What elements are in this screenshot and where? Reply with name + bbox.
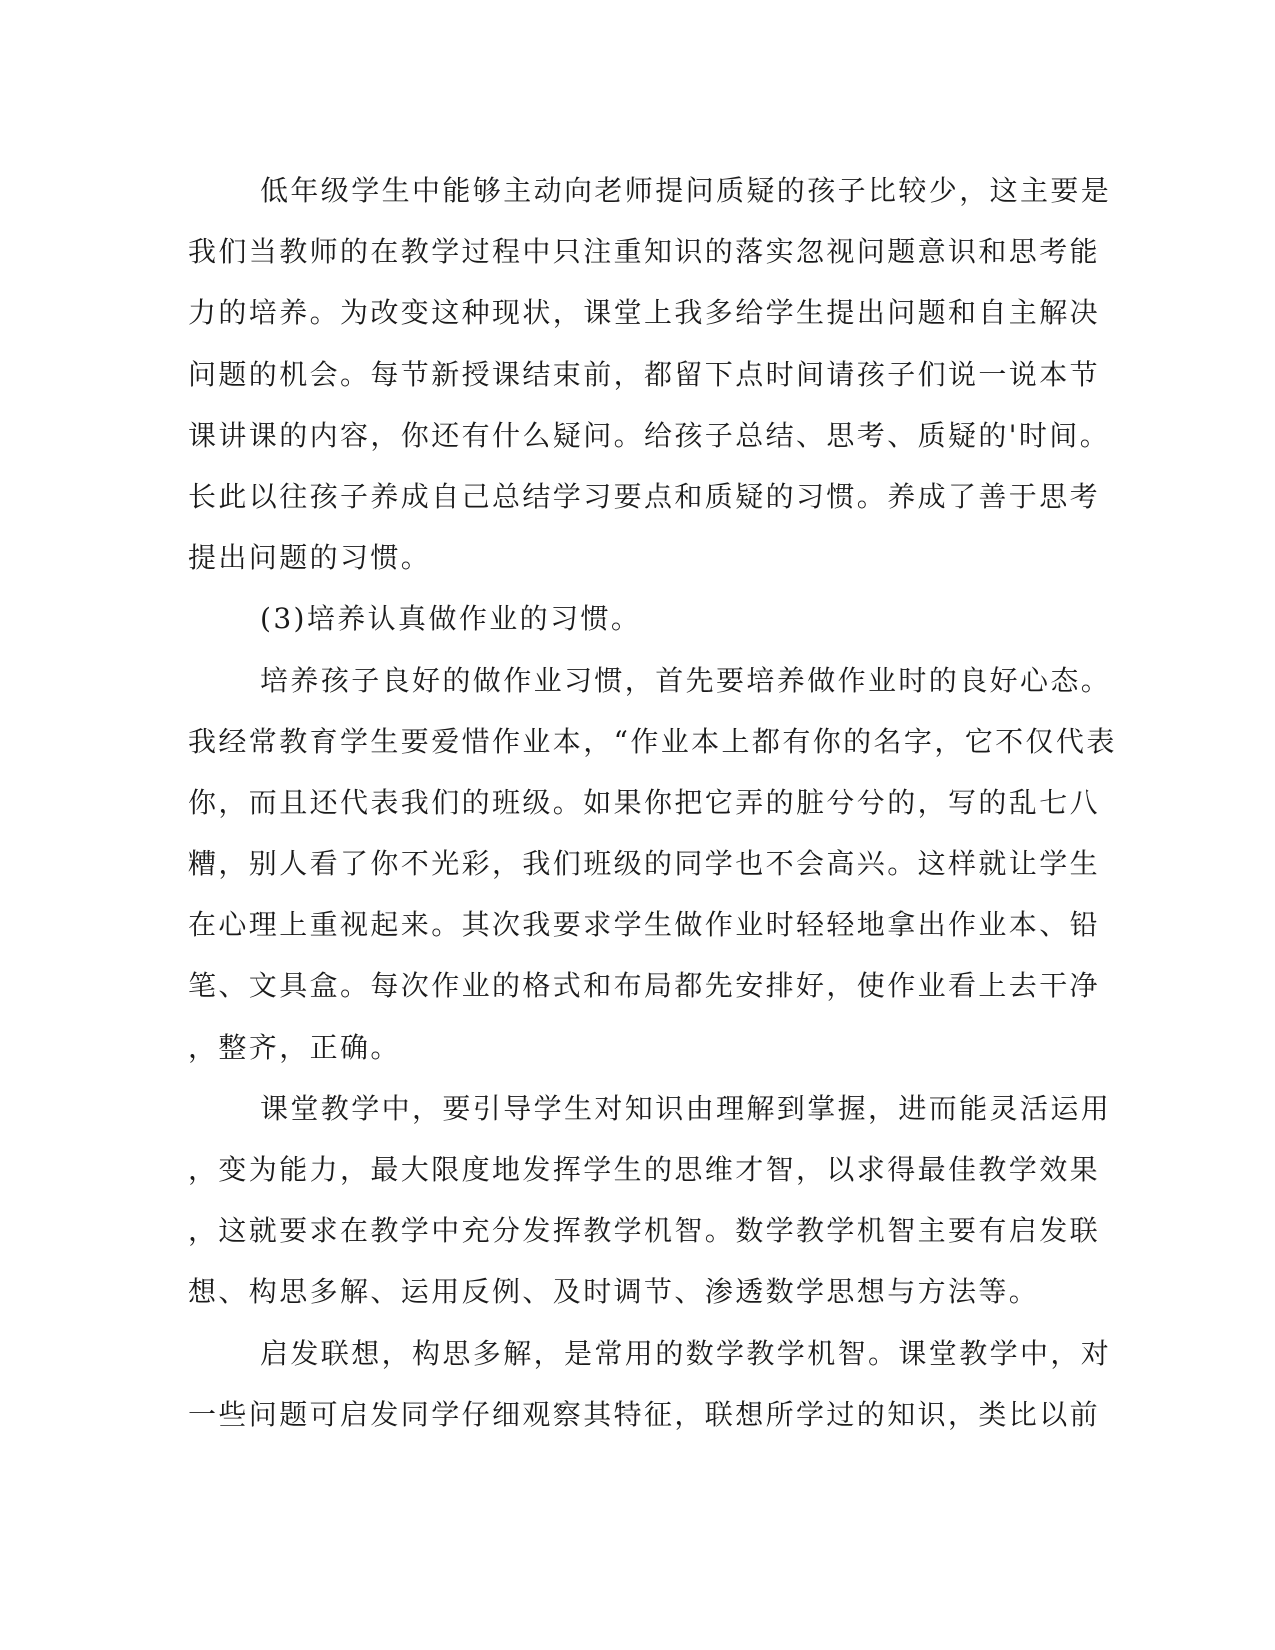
paragraph-first-line: (3)培养认真做作业的习惯。 (260, 602, 642, 636)
text-line: ，变为能力，最大限度地发挥学生的思维才智，以求得最佳教学效果 (188, 1153, 1101, 1186)
text-line: 长此以往孩子养成自己总结学习要点和质疑的习惯。养成了善于思考 (188, 479, 1101, 513)
text-line: 我经常教育学生要爱惜作业本，“作业本上都有你的名字，它不仅代表 (188, 724, 1117, 758)
text-line: 一些问题可启发同学仔细观察其特征，联想所学过的知识，类比以前 (188, 1397, 1101, 1431)
paragraph-first-line: 培养孩子良好的做作业习惯，首先要培养做作业时的良好心态。 (260, 663, 1112, 697)
paragraph-first-line: 低年级学生中能够主动向老师提问质疑的孩子比较少，这主要是 (260, 174, 1112, 207)
text-line: 问题的机会。每节新授课结束前，都留下点时间请孩子们说一说本节 (188, 357, 1101, 391)
text-line: 糟，别人看了你不光彩，我们班级的同学也不会高兴。这样就让学生 (188, 847, 1101, 881)
text-line: ，这就要求在教学中充分发挥教学机智。数学教学机智主要有启发联 (188, 1214, 1101, 1248)
text-line: ，整齐，正确。 (188, 1030, 401, 1064)
text-line: 笔、文具盒。每次作业的格式和布局都先安排好，使作业看上去干净 (188, 969, 1101, 1003)
text-line: 我们当教师的在教学过程中只注重知识的落实忽视问题意识和思考能 (188, 235, 1101, 269)
text-line: 想、构思多解、运用反例、及时调节、渗透数学思想与方法等。 (188, 1275, 1040, 1309)
paragraph-first-line: 课堂教学中，要引导学生对知识由理解到掌握，进而能灵活运用 (260, 1091, 1112, 1125)
text-line: 提出问题的习惯。 (188, 541, 432, 575)
text-line: 你，而且还代表我们的班级。如果你把它弄的脏兮兮的，写的乱七八 (188, 785, 1101, 819)
paragraph-first-line: 启发联想，构思多解，是常用的数学教学机智。课堂教学中，对 (260, 1336, 1112, 1370)
text-line: 课讲课的内容，你还有什么疑问。给孩子总结、思考、质疑的'时间。 (188, 418, 1111, 452)
text-line: 力的培养。为改变这种现状，课堂上我多给学生提出问题和自主解决 (188, 296, 1101, 330)
document-body (188, 160, 1117, 1445)
text-line: 在心理上重视起来。其次我要求学生做作业时轻轻地拿出作业本、铅 (188, 908, 1101, 942)
